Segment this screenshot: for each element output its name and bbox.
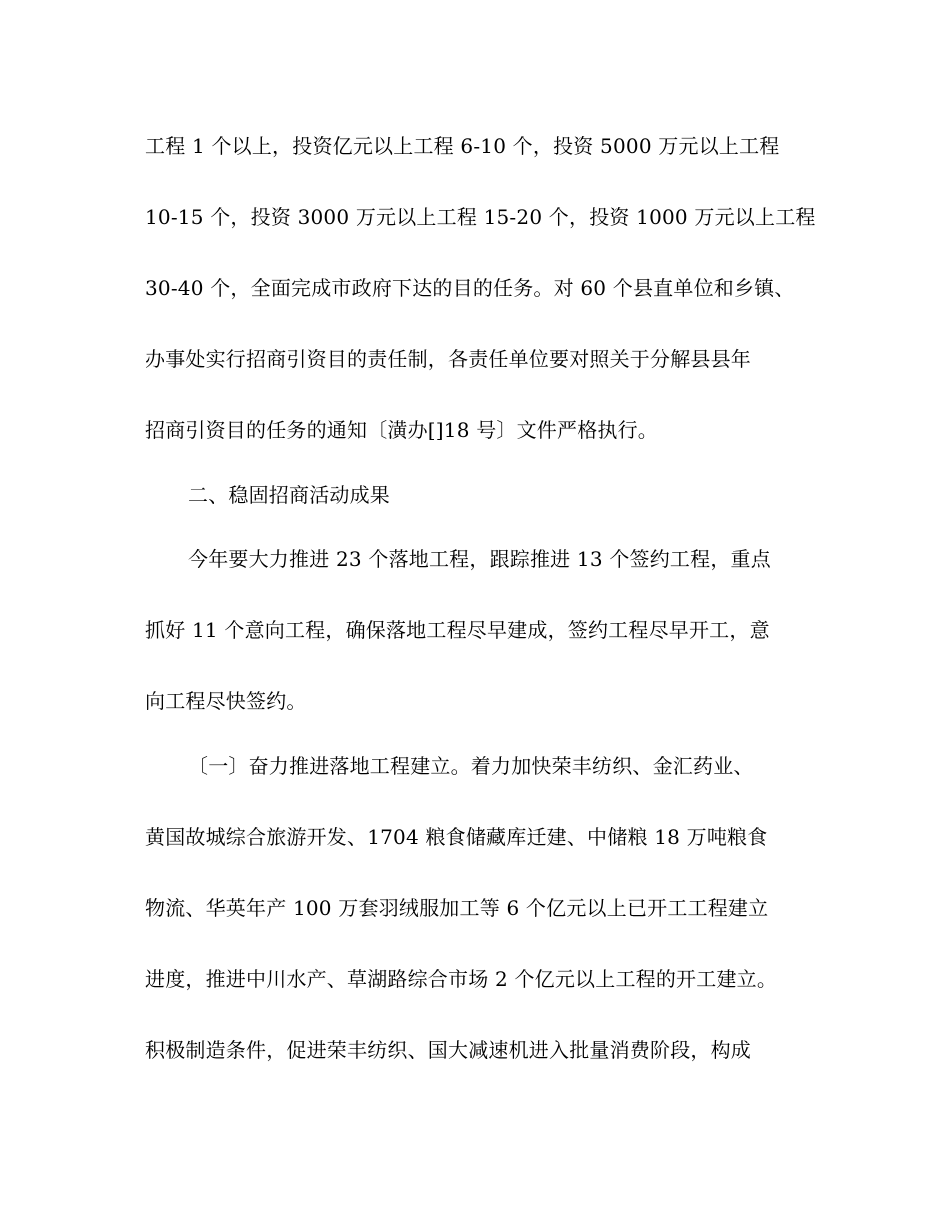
body-text-line: 办事处实行招商引资目的责任制，各责任单位要对照关于分解县县年 [145, 347, 751, 371]
body-text-line: 10-15 个，投资 3000 万元以上工程 15-20 个，投资 1000 万元以上工程 [145, 205, 816, 229]
body-text-line: 进度，推进中川水产、草湖路综合市场 2 个亿元以上工程的开工建立。 [145, 967, 778, 991]
body-text-line: 黄国故城综合旅游开发、1704 粮食储藏库迁建、中储粮 18 万吨粮食 [145, 825, 768, 849]
body-text-line: 向工程尽快签约。 [145, 689, 307, 713]
section-heading: 二、稳固招商活动成果 [188, 483, 390, 507]
body-text-line: 招商引资目的任务的通知〔潢办[]18 号〕文件严格执行。 [145, 418, 659, 442]
body-text-line: 工程 1 个以上，投资亿元以上工程 6-10 个，投资 5000 万元以上工程 [145, 134, 780, 158]
paragraph-first-line: 今年要大力推进 23 个落地工程，跟踪推进 13 个签约工程，重点 [188, 547, 771, 571]
body-text-line: 30-40 个，全面完成市政府下达的目的任务。对 60 个县直单位和乡镇、 [145, 276, 795, 300]
body-text-line: 抓好 11 个意向工程，确保落地工程尽早建成，签约工程尽早开工，意 [145, 618, 770, 642]
body-text-line: 积极制造条件，促进荣丰纺织、国大减速机进入批量消费阶段，构成 [145, 1038, 751, 1062]
body-text-line: 物流、华英年产 100 万套羽绒服加工等 6 个亿元以上已开工工程建立 [145, 896, 769, 920]
paragraph-first-line: 〔一〕奋力推进落地工程建立。着力加快荣丰纺织、金汇药业、 [188, 754, 754, 778]
